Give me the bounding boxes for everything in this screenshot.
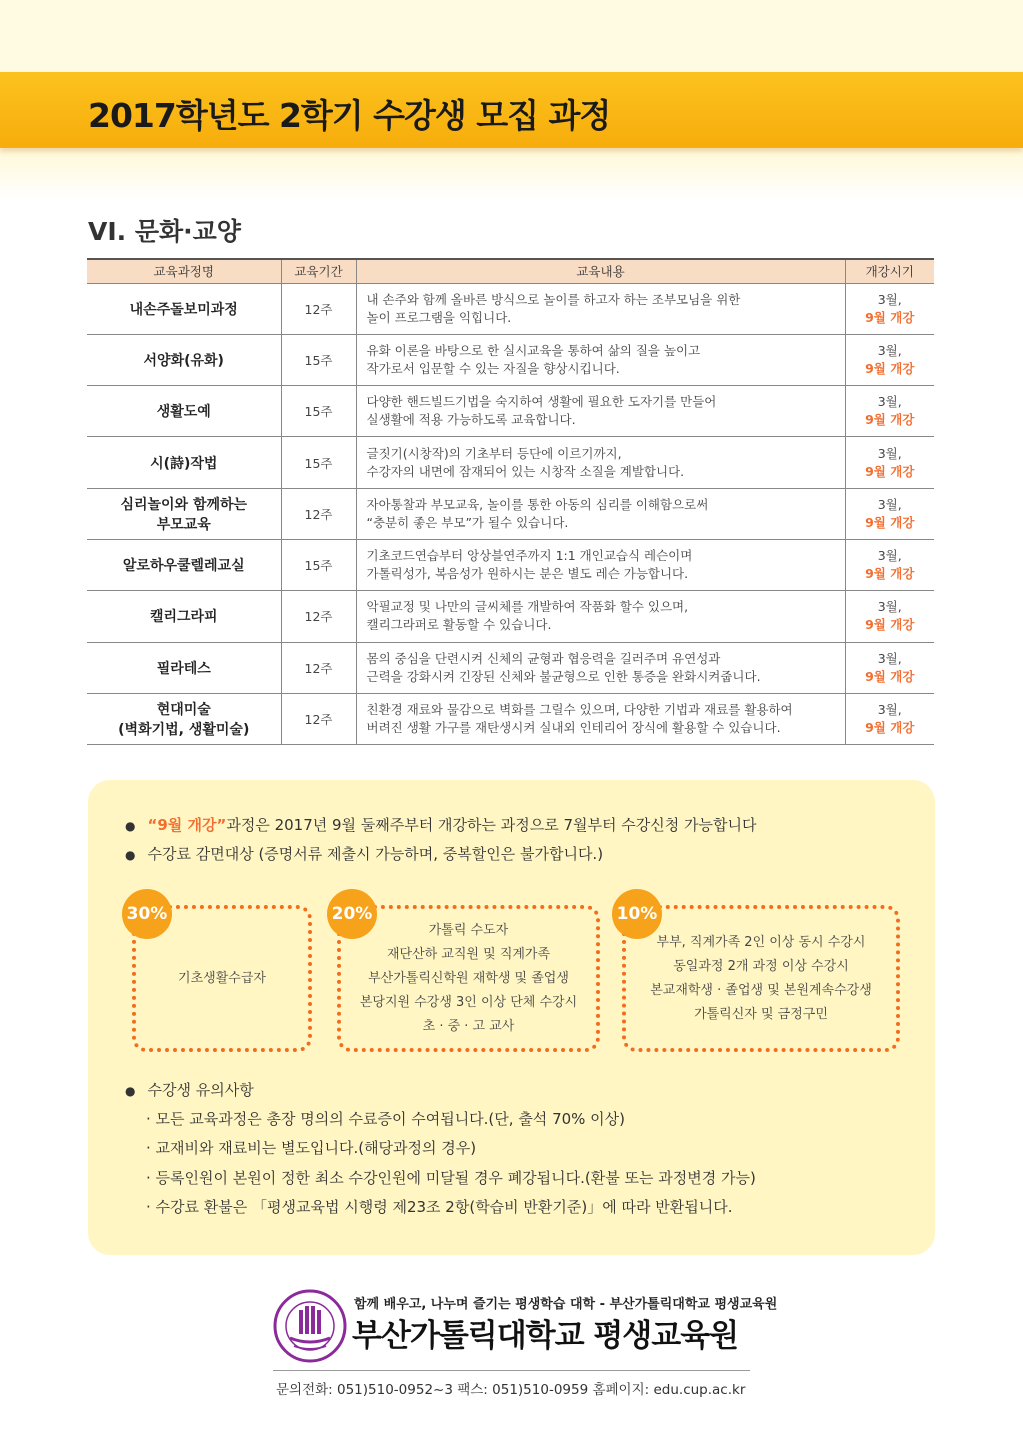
discount-rate-badge: 30% — [122, 889, 172, 939]
course-name — [87, 437, 281, 488]
course-name-line: 알로하우쿨렐레교실 — [122, 558, 245, 575]
course-name — [87, 539, 281, 590]
course-description — [356, 437, 845, 488]
description-line: 실생활에 적용 가능하도록 교육합니다. — [366, 412, 576, 428]
course-name-line: 캘리그라피 — [149, 609, 218, 626]
description-line: 근력을 강화시켜 긴장된 신체와 불균형으로 인한 통증을 완화시켜줍니다. — [366, 668, 761, 684]
course-description — [356, 591, 845, 642]
footer-tagline: 함께 배우고, 나누며 즐기는 평생학습 대학 - 부산가톨릭대학교 평생교육원 — [354, 1297, 778, 1312]
description-line: 자아통찰과 부모교육, 놀이를 통한 아동의 심리를 이해함으로써 — [366, 496, 709, 512]
discount-item: 동일과정 2개 과정 이상 수강시 — [673, 958, 849, 974]
opening-month: 3월, — [877, 599, 902, 615]
course-duration: 12주 — [281, 693, 356, 744]
discount-box — [337, 905, 600, 1052]
caution-item: · 교재비와 재료비는 별도입니다.(해당과정의 경우) — [146, 1139, 477, 1157]
caution-item: · 등록인원이 본원이 정한 최소 수강인원에 미달될 경우 폐강됩니다.(환불 또는 과정변경 가능) — [146, 1169, 756, 1187]
course-name — [87, 283, 281, 334]
course-duration: 12주 — [281, 488, 356, 539]
course-duration: 15주 — [281, 539, 356, 590]
opening-month: 3월, — [877, 291, 902, 307]
course-opening — [845, 539, 934, 590]
opening-month: 3월, — [877, 342, 902, 358]
course-opening — [845, 334, 934, 385]
table-row — [87, 386, 934, 437]
opening-month: 3월, — [877, 445, 902, 461]
description-line: 다양한 핸드빌드기법을 숙지하여 생활에 필요한 도자기를 만들어 — [366, 394, 717, 410]
footer-divider — [273, 1370, 750, 1371]
course-opening — [845, 437, 934, 488]
col-header-opening: 개강시기 — [845, 259, 934, 283]
highlight-text: “9월 개강” — [147, 816, 227, 834]
discount-item: 부부, 직계가족 2인 이상 동시 수강시 — [656, 934, 866, 950]
description-line: 유화 이론을 바탕으로 한 실시교육을 통하여 삶의 질을 높이고 — [366, 342, 701, 358]
course-name — [87, 386, 281, 437]
discount-item: 가톨릭 수도자 — [428, 922, 509, 938]
course-name-line: 시(詩)작법 — [150, 455, 218, 472]
table-row — [87, 437, 934, 488]
description-line: 몸의 중심을 단련시켜 신체의 균형과 협응력을 길러주며 유연성과 — [366, 650, 721, 666]
course-opening — [845, 488, 934, 539]
description-line: 악필교정 및 나만의 글씨체를 개발하여 작품화 할수 있으며, — [366, 599, 689, 615]
course-name — [87, 591, 281, 642]
opening-month: 3월, — [877, 394, 902, 410]
discount-item: 가톨릭신자 및 금정구민 — [694, 1006, 828, 1022]
opening-month: 3월, — [877, 548, 902, 564]
course-opening — [845, 386, 934, 437]
description-line: 가톨릭성가, 복음성가 원하시는 분은 별도 레슨 가능합니다. — [366, 566, 689, 582]
course-description — [356, 693, 845, 744]
discount-rate-badge: 20% — [327, 889, 377, 939]
description-line: “충분히 좋은 부모”가 될수 있습니다. — [366, 514, 569, 530]
opening-september: 9월 개강 — [865, 412, 915, 428]
description-line: 작가로서 입문할 수 있는 자질을 향상시킵니다. — [366, 360, 620, 376]
notes-box — [88, 780, 935, 1255]
opening-september: 9월 개강 — [865, 566, 915, 582]
opening-september: 9월 개강 — [865, 309, 915, 325]
course-opening — [845, 591, 934, 642]
opening-september: 9월 개강 — [865, 617, 915, 633]
table-row — [87, 591, 934, 642]
course-duration: 12주 — [281, 642, 356, 693]
course-duration: 15주 — [281, 386, 356, 437]
course-table — [87, 258, 934, 745]
col-header-duration: 교육기간 — [281, 259, 356, 283]
discount-item: 부산가톨릭신학원 재학생 및 졸업생 — [368, 970, 569, 986]
table-row — [87, 642, 934, 693]
discount-item: 본당지원 수강생 3인 이상 단체 수강시 — [359, 994, 578, 1010]
course-name-line: 서양화(유화) — [143, 352, 224, 369]
course-name-line: 생활도예 — [156, 404, 211, 421]
caution-item: · 수강료 환불은 「평생교육법 시행령 제23조 2항(학습비 반환기준)」에 따라 반환됩니다. — [146, 1198, 733, 1216]
course-name-line: 부모교육 — [156, 516, 211, 533]
course-duration: 12주 — [281, 283, 356, 334]
description-line: 버려진 생활 가구를 재탄생시켜 실내외 인테리어 장식에 활용할 수 있습니다. — [366, 720, 781, 736]
opening-september: 9월 개강 — [865, 463, 915, 479]
table-row — [87, 539, 934, 590]
course-duration: 15주 — [281, 437, 356, 488]
opening-month: 3월, — [877, 496, 902, 512]
caution-item: · 모든 교육과정은 총장 명의의 수료증이 수여됩니다.(단, 출석 70% 이상) — [146, 1110, 626, 1128]
discount-box — [622, 905, 900, 1052]
discount-item: 재단산하 교직원 및 직계가족 — [386, 946, 551, 962]
course-name — [87, 693, 281, 744]
discount-item: 초 · 중 · 고 교사 — [422, 1018, 515, 1034]
col-header-name: 교육과정명 — [87, 259, 281, 283]
course-opening — [845, 283, 934, 334]
description-line: 수강자의 내면에 잠재되어 있는 시창작 소질을 계발합니다. — [366, 463, 685, 479]
course-name — [87, 642, 281, 693]
course-description — [356, 283, 845, 334]
opening-month: 3월, — [877, 702, 902, 718]
footer-title: 부산가톨릭대학교 평생교육원 — [352, 1318, 739, 1354]
course-name-line: 필라테스 — [156, 660, 211, 677]
table-row — [87, 488, 934, 539]
note-text: 과정은 2017년 9월 둘째주부터 개강하는 과정으로 7월부터 수강신청 가능합니다 — [226, 816, 757, 834]
table-row — [87, 693, 934, 744]
opening-september: 9월 개강 — [865, 720, 915, 736]
course-description — [356, 386, 845, 437]
course-duration: 15주 — [281, 334, 356, 385]
course-name-line: 심리놀이와 함께하는 — [120, 496, 248, 513]
opening-month: 3월, — [877, 650, 902, 666]
course-name-line: 내손주돌보미과정 — [129, 301, 238, 318]
description-line: 내 손주와 함께 올바른 방식으로 놀이를 하고자 하는 조부모님을 위한 — [366, 291, 741, 307]
discount-item: 본교재학생 · 졸업생 및 본원계속수강생 — [650, 982, 872, 998]
col-header-content: 교육내용 — [356, 259, 845, 283]
opening-september: 9월 개강 — [865, 360, 915, 376]
course-description — [356, 642, 845, 693]
course-name-line: 현대미술 — [156, 702, 211, 719]
discount-rate-badge: 10% — [612, 889, 662, 939]
table-row — [87, 283, 934, 334]
table-row — [87, 334, 934, 385]
description-line: 글짓기(시창작)의 기초부터 등단에 이르기까지, — [366, 445, 622, 461]
page-title: 2017학년도 2학기 수강생 모집 과정 — [88, 96, 611, 135]
description-line: 기초코드연습부터 앙상블연주까지 1:1 개인교습식 레슨이며 — [366, 548, 693, 564]
note-discount: ● 수강료 감면대상 (증명서류 제출시 가능하며, 중복할인은 불가합니다.) — [125, 843, 603, 864]
note-september — [125, 814, 756, 835]
description-line: 놀이 프로그램을 익힙니다. — [366, 309, 512, 325]
course-name — [87, 334, 281, 385]
opening-september: 9월 개강 — [865, 668, 915, 684]
course-description — [356, 539, 845, 590]
note-cautions-title: ● 수강생 유의사항 — [125, 1079, 254, 1100]
footer-contact: 문의전화: 051)510-0952~3 팩스: 051)510-0959 홈페이지: edu.cup.ac.kr — [276, 1382, 746, 1398]
university-logo-icon — [272, 1288, 348, 1364]
header-band — [0, 72, 1023, 148]
description-line: 캘리그라퍼로 활동할 수 있습니다. — [366, 617, 552, 633]
course-duration: 12주 — [281, 591, 356, 642]
course-name — [87, 488, 281, 539]
course-description — [356, 488, 845, 539]
course-description — [356, 334, 845, 385]
course-name-line: (벽화기법, 생활미술) — [118, 722, 250, 739]
course-opening — [845, 693, 934, 744]
discount-item: 기초생활수급자 — [178, 970, 266, 986]
section-title: VI. 문화·교양 — [88, 217, 241, 246]
description-line: 친환경 재료와 물감으로 벽화를 그릴수 있으며, 다양한 기법과 재료를 활용하여 — [366, 702, 793, 718]
course-opening — [845, 642, 934, 693]
opening-september: 9월 개강 — [865, 514, 915, 530]
